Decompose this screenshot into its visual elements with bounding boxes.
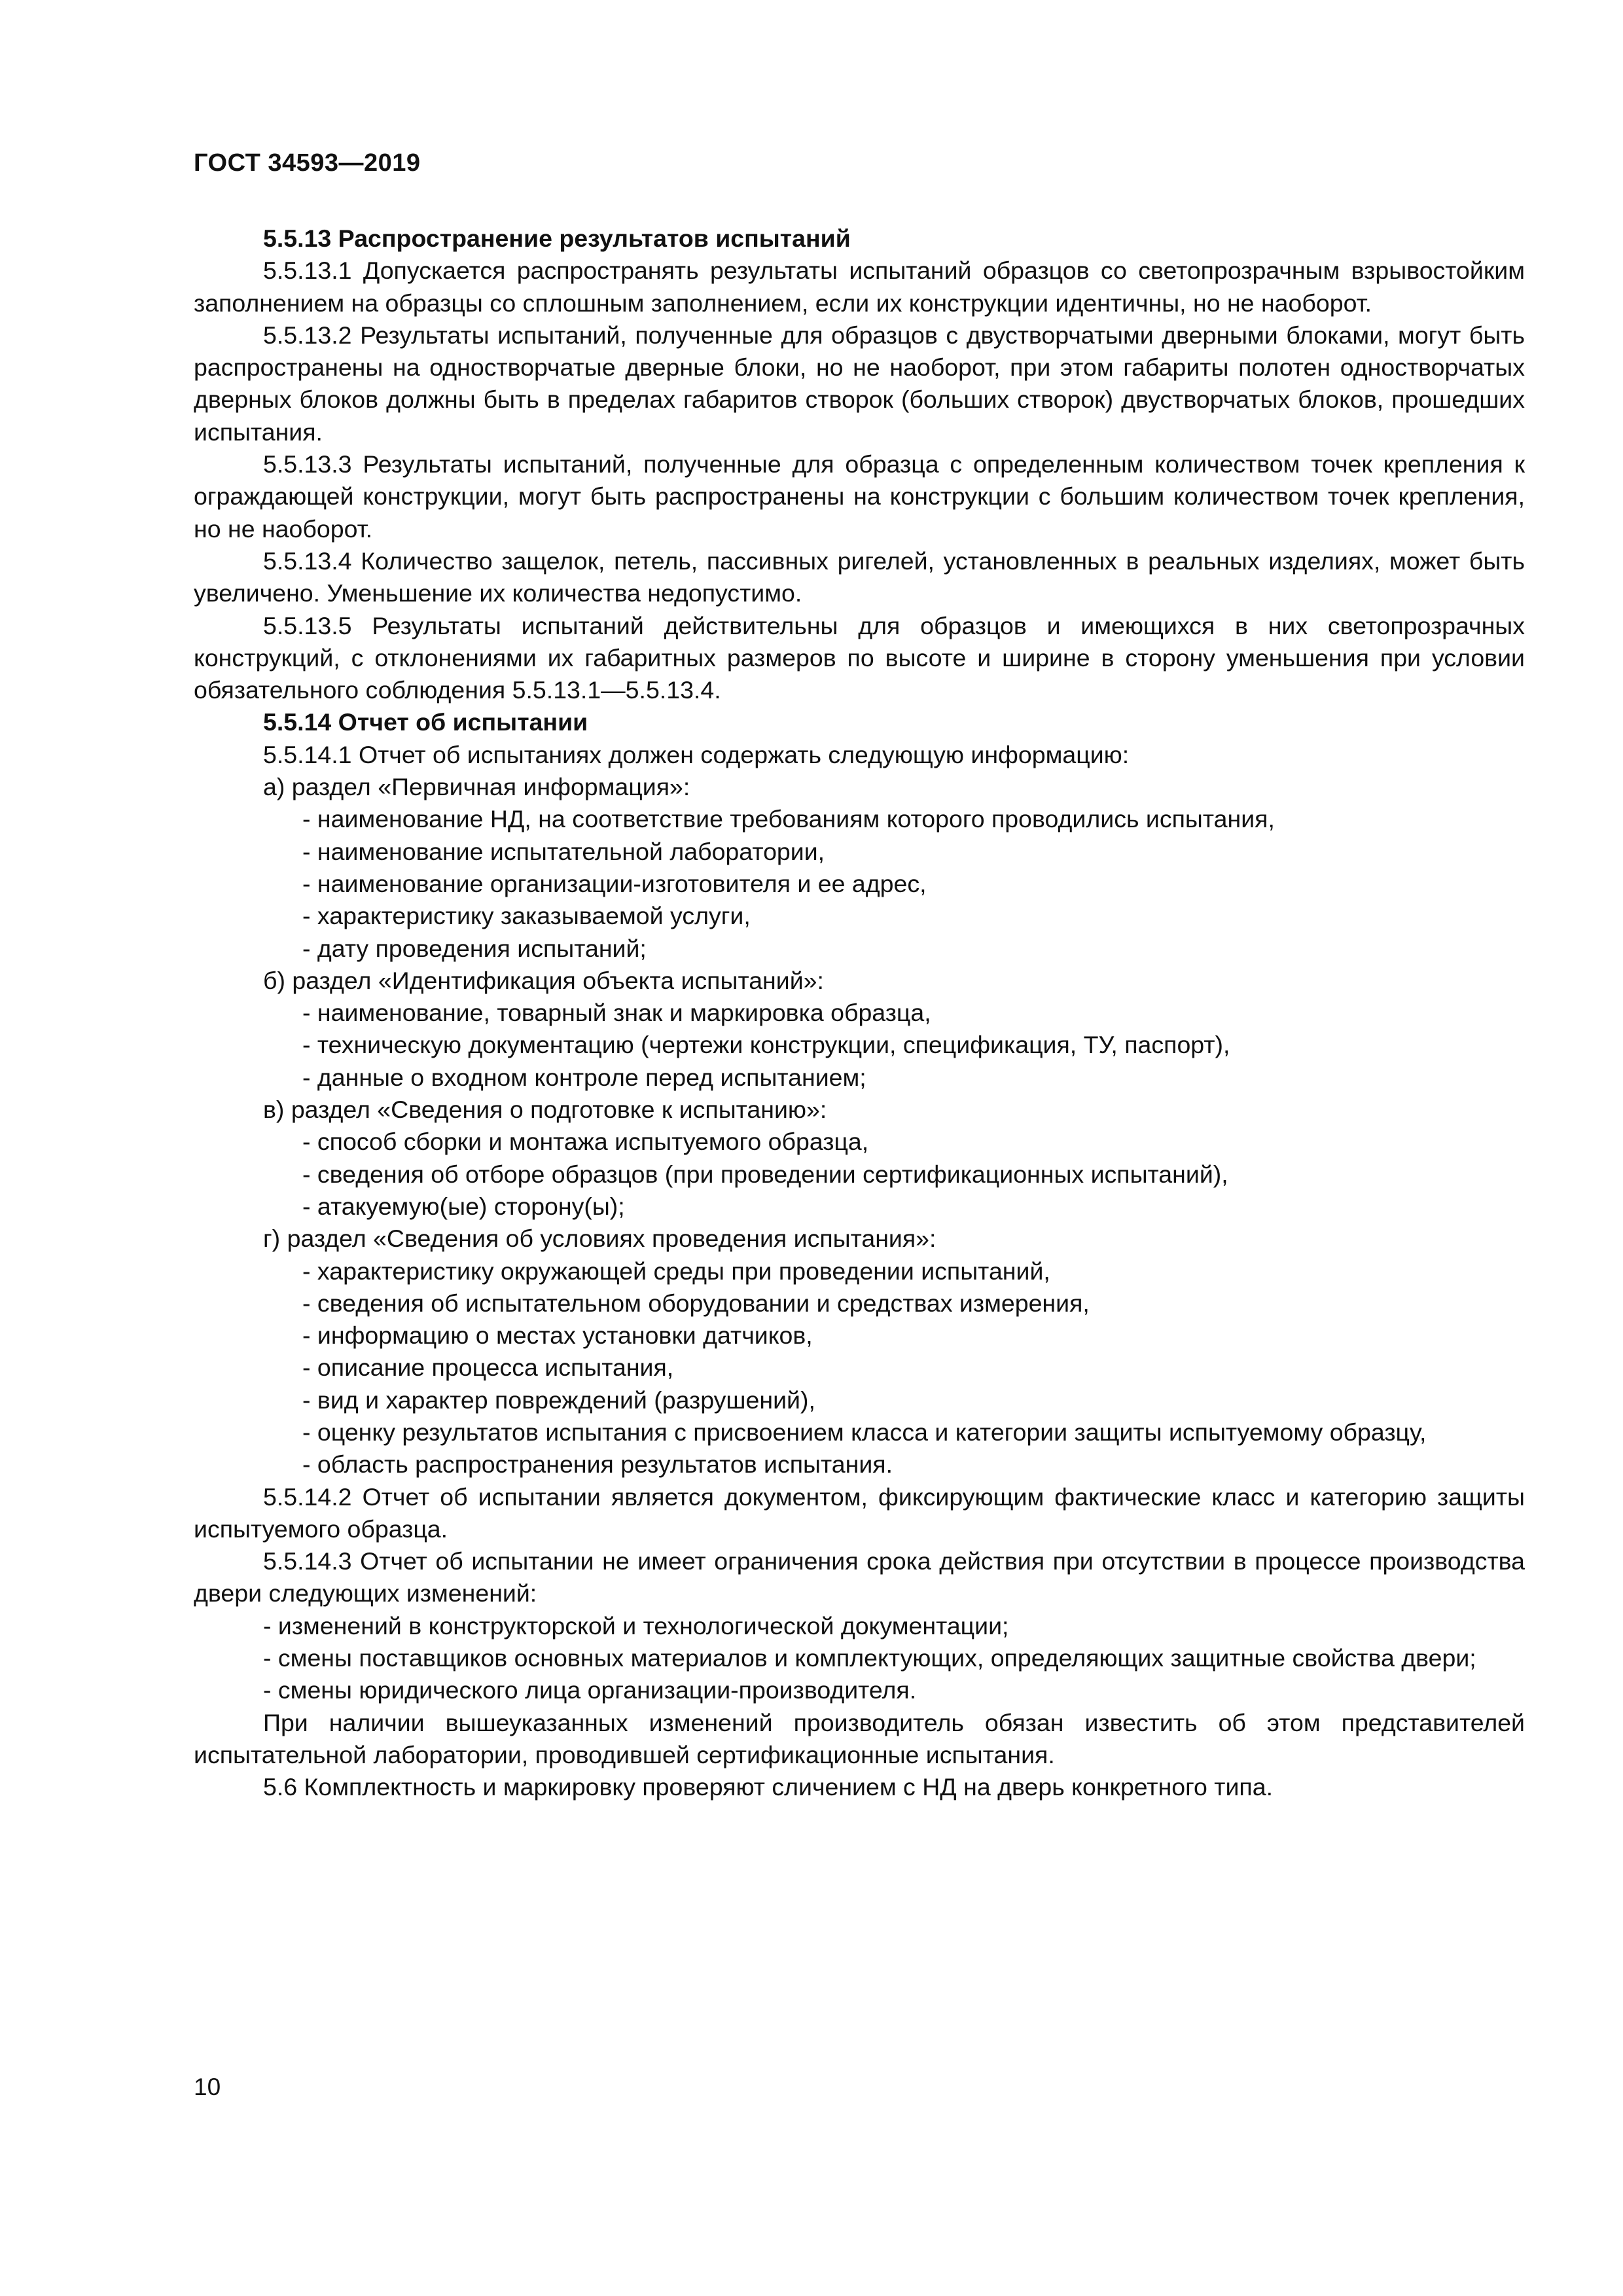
list-item: - вид и характер повреждений (разрушений), <box>302 1386 815 1414</box>
list-item: - данные о входном контроле перед испытанием; <box>302 1063 866 1091</box>
paragraph-5-5-13-3: 5.5.13.3 Результаты испытаний, полученные для образца с определенным количеством точек крепления к ограждающей конструкции, могут быть распространены на конструкции с большим количеством точек крепления, но не наоборот. <box>194 450 1525 543</box>
document-header: ГОСТ 34593—2019 <box>194 149 421 177</box>
list-item: - характеристику заказываемой услуги, <box>302 902 751 930</box>
list-item: - смены поставщиков основных материалов и комплектующих, определяющих защитные свойства двери; <box>263 1644 1476 1672</box>
list-item: - смены юридического лица организации-производителя. <box>263 1676 917 1704</box>
paragraph-5-5-13-2: 5.5.13.2 Результаты испытаний, полученные для образцов с двустворчатыми дверными блоками, могут быть распространены на одностворчатые дверные блоки, но не наоборот, при этом габариты полотен одностворчатых дверных блоков должны быть в пределах габаритов створок (больших створок) двустворчатых блоков, прошедших испытания. <box>194 321 1525 446</box>
paragraph-5-5-14-2: 5.5.14.2 Отчет об испытании является документом, фиксирующим фактические класс и категорию защиты испытуемого образца. <box>194 1482 1525 1543</box>
list-group-title-v: в) раздел «Сведения о подготовке к испытанию»: <box>263 1096 827 1124</box>
list-item: - характеристику окружающей среды при проведении испытаний, <box>302 1257 1050 1285</box>
list-item: - наименование, товарный знак и маркировка образца, <box>302 999 931 1027</box>
paragraph-5-5-14-1: 5.5.14.1 Отчет об испытаниях должен содержать следующую информацию: <box>263 740 1130 768</box>
document-body <box>194 223 1525 1804</box>
paragraph-5-5-13-4: 5.5.13.4 Количество защелок, петель, пассивных ригелей, установленных в реальных изделиях, может быть увеличено. Уменьшение их количества недопустимо. <box>194 547 1525 607</box>
paragraph-5-5-13-5: 5.5.13.5 Результаты испытаний действительны для образцов и имеющихся в них светопрозрачных конструкций, с отклонениями их габаритных размеров по высоте и ширине в сторону уменьшения при условии обязательного соблюдения 5.5.13.1—5.5.13.4. <box>194 611 1525 704</box>
list-item: - наименование НД, на соответствие требованиям которого проводились испытания, <box>302 805 1275 833</box>
list-item: - область распространения результатов испытания. <box>302 1450 893 1479</box>
list-item: - информацию о местах установки датчиков, <box>302 1321 813 1350</box>
list-item: - атакуемую(ые) сторону(ы); <box>302 1192 625 1220</box>
list-item: - изменений в конструкторской и технологической документации; <box>263 1611 1009 1640</box>
list-item: - наименование испытательной лаборатории, <box>302 837 825 865</box>
paragraph-5-6: 5.6 Комплектность и маркировку проверяют сличением с НД на дверь конкретного типа. <box>263 1773 1273 1801</box>
list-item: - сведения об испытательном оборудовании и средствах измерения, <box>302 1289 1090 1317</box>
section-heading-5-5-14: 5.5.14 Отчет об испытании <box>263 708 588 736</box>
list-group-title-b: б) раздел «Идентификация объекта испытаний»: <box>263 966 824 994</box>
list-item: - сведения об отборе образцов (при проведении сертификационных испытаний), <box>302 1160 1228 1188</box>
list-group-title-g: г) раздел «Сведения об условиях проведения испытания»: <box>263 1225 936 1253</box>
list-item: - описание процесса испытания, <box>302 1354 674 1382</box>
page-number: 10 <box>194 2073 221 2100</box>
list-item: - способ сборки и монтажа испытуемого образца, <box>302 1128 869 1156</box>
list-group-title-a: а) раздел «Первичная информация»: <box>263 773 690 801</box>
list-item: - наименование организации-изготовителя и ее адрес, <box>302 869 927 897</box>
section-heading-5-5-13: 5.5.13 Распространение результатов испытаний <box>263 224 851 252</box>
list-item: - дату проведения испытаний; <box>302 934 647 962</box>
paragraph-5-5-14-3: 5.5.14.3 Отчет об испытании не имеет ограничения срока действия при отсутствии в процессе производства двери следующих изменений: <box>194 1547 1525 1607</box>
paragraph-5-5-13-1: 5.5.13.1 Допускается распространять результаты испытаний образцов со светопрозрачным взрывостойким заполнением на образцы со сплошным заполнением, если их конструкции идентичны, но не наоборот. <box>194 257 1525 317</box>
paragraph-5-5-14-note: При наличии вышеуказанных изменений производитель обязан известить об этом представителей испытательной лаборатории, проводившей сертификационные испытания. <box>194 1708 1525 1768</box>
list-item: - оценку результатов испытания с присвоением класса и категории защиты испытуемому образцу, <box>302 1418 1427 1446</box>
list-item: - техническую документацию (чертежи конструкции, спецификация, ТУ, паспорт), <box>302 1031 1230 1059</box>
